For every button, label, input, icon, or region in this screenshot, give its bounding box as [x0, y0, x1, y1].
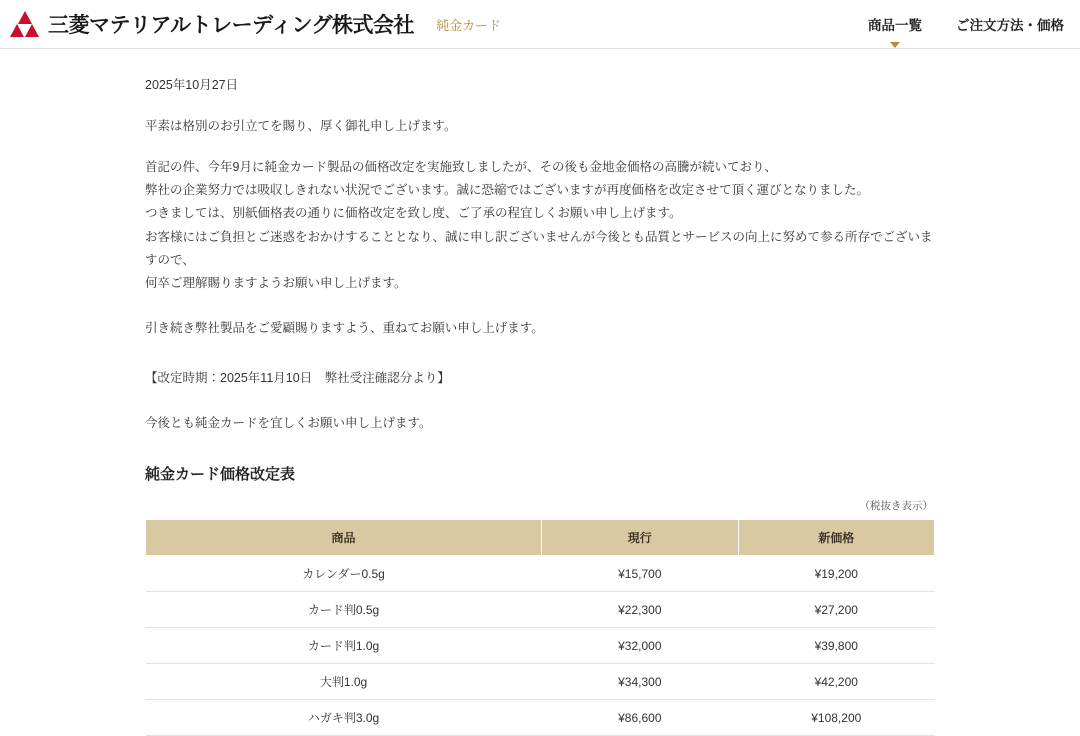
nav-item-order-pricing[interactable]	[954, 10, 1066, 38]
mitsubishi-three-diamonds-icon	[10, 11, 40, 37]
cell-current-price: ¥32,000	[542, 628, 738, 664]
cell-item: カレンダー0.5g	[146, 556, 542, 592]
column-header-item: 商品	[146, 520, 542, 556]
column-header-new: 新価格	[738, 520, 934, 556]
nav-item-products-label: 商品一覧	[868, 18, 922, 33]
brand-name: 三菱マテリアルトレーディング株式会社	[48, 14, 415, 37]
cell-new-price: ¥108,200	[738, 700, 934, 736]
table-header-row	[146, 520, 935, 556]
cell-item: ハガキ判3.0g	[146, 700, 542, 736]
cell-current-price: ¥15,700	[542, 556, 738, 592]
price-table-title: 純金カード価格改定表	[145, 466, 296, 484]
cell-current-price: ¥86,600	[542, 700, 738, 736]
brand-subtitle: 純金カード	[436, 17, 502, 33]
cell-new-price: ¥39,800	[738, 628, 934, 664]
body-paragraph-block	[145, 156, 935, 295]
cell-current-price: ¥22,300	[542, 592, 738, 628]
cell-item: 大判1.0g	[146, 664, 542, 700]
site-header	[0, 0, 1080, 49]
cell-current-price: ¥34,300	[542, 664, 738, 700]
main-navigation	[866, 0, 1066, 48]
body-line-3: つきましては、別紙価格表の通りに価格改定を致し度、ご了承の程宜しくお願い申し上げます。	[145, 206, 682, 221]
column-header-current: 現行	[542, 520, 738, 556]
nav-item-products[interactable]	[866, 10, 924, 38]
table-row	[146, 700, 935, 736]
table-row	[146, 556, 935, 592]
table-row	[146, 628, 935, 664]
greeting-paragraph: 平素は格別のお引立てを賜り、厚く御礼申し上げます。	[145, 119, 457, 133]
cell-item: カード判1.0g	[146, 628, 542, 664]
body-line-4: お客様にはご負担とご迷惑をおかけすることとなり、誠に申し訳ございませんが今後とも品質とサービスの向上に努めて参る所存でございますので、	[145, 229, 933, 267]
cell-new-price: ¥27,200	[738, 592, 934, 628]
body-line-2: 弊社の企業努力では吸収しきれない状況でございます。誠に恐縮ではございますが再度価格を改定させて頂く運びとなりました。	[145, 183, 870, 198]
body-line-1: 首記の件、今年9月に純金カード製品の価格改定を実施致しましたが、その後も金地金価格の高騰が続いており、	[145, 160, 777, 175]
final-paragraph: 今後とも純金カードを宜しくお願い申し上げます。	[145, 416, 432, 430]
body-line-5: 何卒ご理解賜りますようお願い申し上げます。	[145, 275, 407, 290]
cell-item: カード判0.5g	[146, 592, 542, 628]
chevron-down-icon	[890, 42, 900, 48]
table-row	[146, 592, 935, 628]
tax-note: （税抜き表示）	[859, 500, 933, 513]
closing-paragraph: 引き続き弊社製品をご愛顧賜りますよう、重ねてお願い申し上げます。	[145, 320, 544, 335]
brand-logo[interactable]	[10, 9, 414, 39]
document-date: 2025年10月27日	[145, 78, 239, 92]
price-revision-table	[145, 519, 935, 736]
nav-item-order-pricing-label: ご注文方法・価格	[956, 18, 1064, 33]
document-body	[0, 49, 1080, 736]
cell-new-price: ¥42,200	[738, 664, 934, 700]
cell-new-price: ¥19,200	[738, 556, 934, 592]
revision-notice: 【改定時期：2025年11月10日 弊社受注確認分より】	[145, 371, 450, 385]
table-row	[146, 664, 935, 700]
